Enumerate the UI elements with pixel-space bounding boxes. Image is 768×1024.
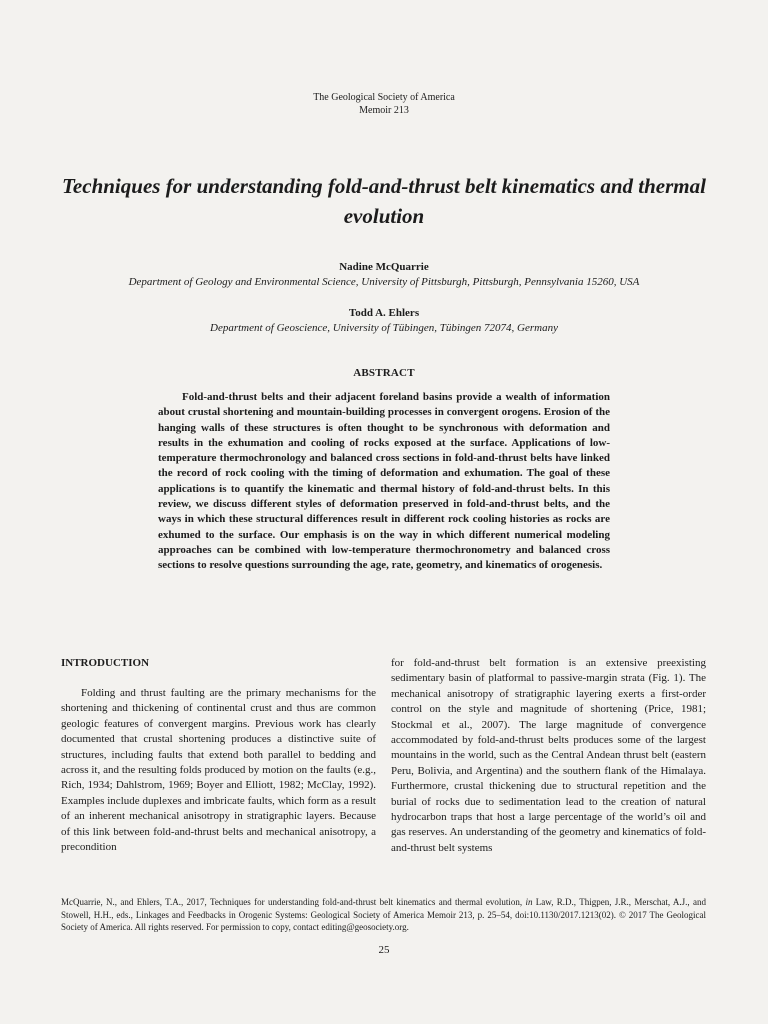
paper-title: Techniques for understanding fold-and-thrust belt kinematics and thermal evolution [62,174,706,228]
citation-text: McQuarrie, N., and Ehlers, T.A., 2017, Techniques for understanding fold-and-thrust belt kinematics and thermal evolution, [61,897,526,907]
body-paragraph: for fold-and-thrust belt formation is an extensive preexisting sedimentary basin of platformal to passive-margin strata (Fig. 1). The mechanical anisotropy of stratigraphic layering exerts a first-order control on the style and magnitude of shortening (Price, 1981; Stockmal et al., 2007). The large magnitude of convergence accommodated by fold-and-thrust belts produces some of the largest mountains in the world, such as the Central Andean thrust belt (eastern Peru, Bolivia, and Argentina) and the southern flank of the Himalaya. Furthermore, crustal thickening due to structural repetition and the burial of rocks due to sedimentation lead to the creation of natural hydrocarbon traps that host a large percentage of the world’s oil and gas reserves. An understanding of the geometry and kinematics of fold-and-thrust belt systems [391,657,706,854]
page-number: 25 [378,944,390,956]
citation-in: in [525,897,533,907]
citation-text-rest: Law, R.D., Thigpen, J.R., Merschat, A.J., and Stowell, H.H., eds., Linkages and Feedbacks in Orogenic Systems: Geological Society of America Memoir 213, p. 25–54, doi:10.1130/2017.1213(02). © 2017 The Geological Society of America. All rights reserved. For permission to copy, contact editing@geosociety.org. [61,897,707,932]
section-heading: INTRODUCTION [61,657,150,669]
author-affiliation: Department of Geoscience, University of Tübingen, Tübingen 72074, Germany [210,322,558,334]
citation-footnote [61,896,706,934]
author-name: Nadine McQuarrie [339,261,429,273]
abstract-heading: ABSTRACT [353,367,415,379]
right-column [391,656,706,856]
abstract-body [158,390,610,574]
author-affiliation: Department of Geology and Environmental Science, University of Pittsburgh, Pittsburgh, Pennsylvania 15260, USA [128,276,640,288]
body-paragraph: Folding and thrust faulting are the primary mechanisms for the shortening and thickening of continental crust and thus are common geologic features of convergent margins. Previous work has clearly documented that crustal shortening produces a distinctive suite of structures, including faults that extend both parallel to bedding and across it, and the resulting folds produced by motion on the faults (e.g., Rich, 1934; Dahlstrom, 1969; Boyer and Elliott, 1982; McClay, 1992). Examples include duplexes and imbricate faults, which form as a result of an inherent mechanical anisotropy in stratigraphic layers. Because of this link between fold-and-thrust belts and mechanical anisotropy, a precondition [61,687,376,854]
journal-name: The Geological Society of America [313,92,455,103]
author-name: Todd A. Ehlers [348,307,420,319]
left-column [61,656,376,855]
journal-header [0,91,768,117]
memoir-number: Memoir 213 [359,105,409,116]
abstract-text: Fold-and-thrust belts and their adjacent foreland basins provide a wealth of information about crustal shortening and mountain-building processes in convergent orogens. Erosion of the hanging walls of these structures is often thought to be synchronous with deformation and results in the exhumation and cooling of rocks exposed at the surface. Applications of low-temperature thermochronology and balanced cross sections in fold-and-thrust belts have linked the record of rock cooling with the timing of deformation and exhumation. The goal of these applications is to quantify the kinematic and thermal history of fold-and-thrust belts. In this review, we discuss different styles of deformation preserved in fold-and-thrust belts, and the ways in which these structural differences result in different rock cooling histories as rocks are exhumed to the surface. Our emphasis is on the way in which different numerical modeling approaches can be combined with low-temperature thermochronometry and balanced cross sections to resolve questions surrounding the age, rate, geometry, and kinematics of orogenesis. [158,391,610,572]
